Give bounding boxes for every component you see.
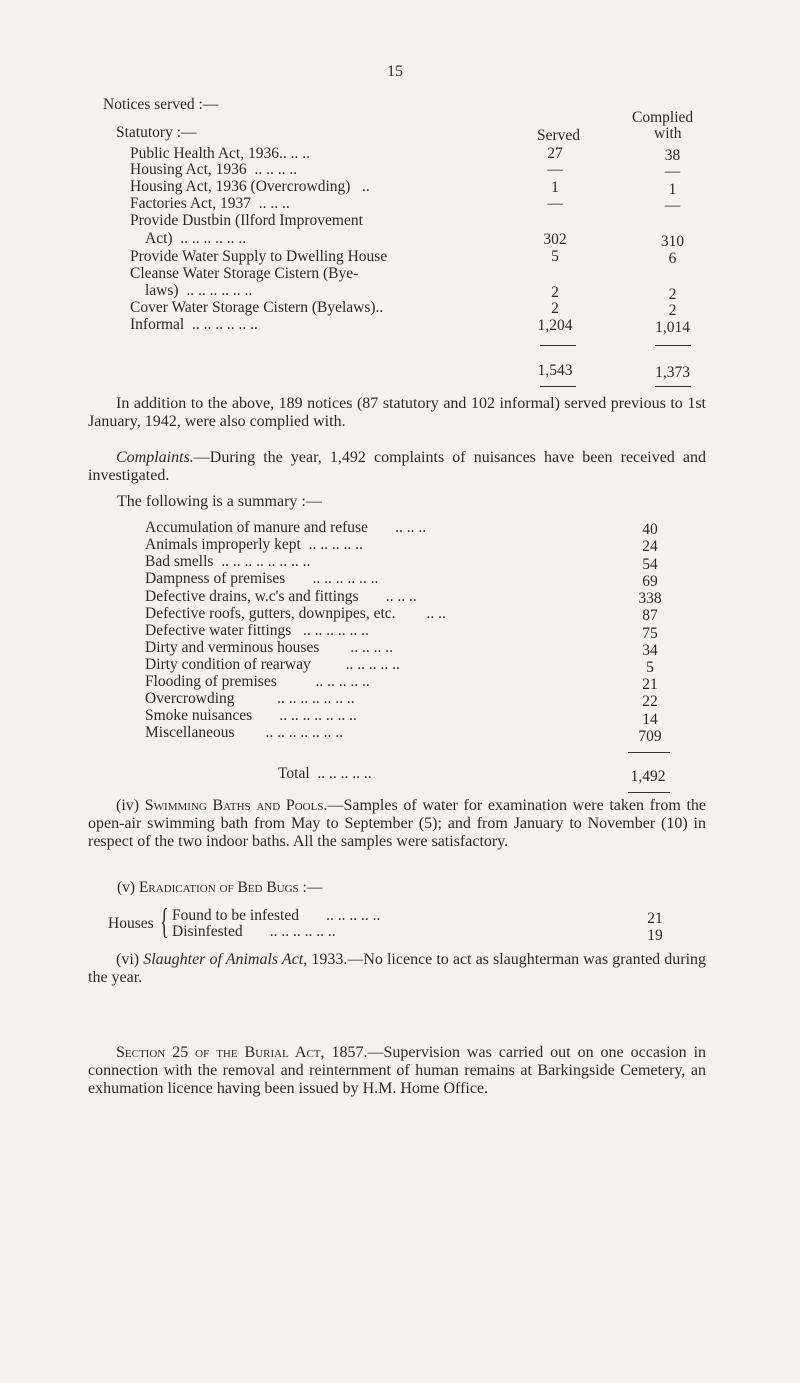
list-item: Dirty condition of rearway .. .. .. .. ..	[145, 656, 400, 673]
list-item-value: 338	[638, 590, 662, 607]
notice-row-cont: laws) .. .. .. .. .. ..	[145, 282, 253, 299]
list-item-value: 54	[642, 556, 658, 573]
notice-row: Provide Water Supply to Dwelling House	[130, 248, 388, 265]
col-served-header: Served	[537, 127, 581, 144]
total-rule-complied-2	[655, 386, 691, 387]
notice-row: Cleanse Water Storage Cistern (Bye-	[130, 265, 359, 282]
burial-title: Section 25 of the Burial Act,	[116, 1044, 325, 1061]
complaints-total-label: Total .. .. .. .. ..	[278, 765, 372, 782]
notice-served: 2	[551, 300, 559, 317]
notice-served: 1,204	[537, 317, 573, 334]
burial-paragraph: Section 25 of the Burial Act, 1857.—Supervision was carried out on one occasion in connection with the removal and reinternment of human remains at Barkingside Cemetery, an exhumation licence having been issued by H.M. Home Office.	[88, 1044, 707, 1097]
notice-complied: 6	[668, 250, 677, 267]
notice-served: 1	[551, 179, 559, 196]
addition-paragraph: In addition to the above, 189 notices (87 statutory and 102 informal) served previous to 1st January, 1942, were also complied with.	[88, 395, 706, 430]
col-complied-header-2: with	[654, 125, 682, 142]
total-rule-served-2	[540, 386, 576, 387]
slaughter-paragraph: (vi) Slaughter of Animals Act, 1933.—No licence to act as slaughterman was granted during the year.	[88, 951, 707, 986]
notice-served: —	[547, 195, 563, 212]
list-item-value: 34	[642, 642, 658, 659]
notices-total-served: 1,543	[537, 362, 573, 379]
page-number: 15	[387, 63, 403, 80]
notices-heading: Notices served :—	[103, 96, 219, 113]
statutory-heading: Statutory :—	[116, 124, 197, 141]
notice-complied: 1,014	[655, 319, 690, 336]
list-item: Smoke nuisances .. .. .. .. .. .. ..	[145, 707, 357, 724]
list-item: Animals improperly kept .. .. .. .. ..	[145, 536, 363, 553]
list-item: Found to be infested .. .. .. .. ..	[172, 907, 381, 924]
list-item-value: 14	[642, 711, 658, 728]
notice-served: 2	[551, 284, 559, 301]
list-item: Disinfested .. .. .. .. .. ..	[172, 923, 336, 940]
document-page: 15 Notices served :— Complied with Statutory :— Served Public Health Act, 1936.. .. .. 27 38 Housing Act, 1936 .. .. .. .. — — Housing Act, 1936 (Overcrowding) .. 1 1 Factories Act, 1937 .. .. .. — — Provide Dustbin (Ilford Improvement Act) .. .. .. .. .. .. 302 310 Provide Water Supply to Dwelling House 5 6 Cleanse Water Storage Cistern (Bye- laws) .. .. .. .. .. .. 2 2 Cover Water Storage Cistern (Byelaws).. 2 2 Informal .. .. .. .. .. .. 1,204 1,014 1,543 1,373 In addition to the above, 189 notices (87 statutory and 102 informal) served previous to 1st January, 1942, were also complied with. Complaints.—During the year, 1,492 complaints of nuisances have been received and investigated. The following is a summary :— Accumulation of manure and refuse .. .. .. 40 Animals improperly kept .. .. .. .. .. 24 Bad smells .. .. .. .. .. .. .. .. 54 Dampness of premises .. .. .. .. .. .. 69 Defective drains, w.c's and fittings .. .. .. 338 Defective roofs, gutters, downpipes, etc. .. .. 87 Defective water fittings .. .. .. .. .. .. 75 Dirty and verminous houses .. .. .. .. 34 Dirty condition of rearway .. .. .. .. .. 5 Flooding of premises .. .. .. .. .. 21 Overcrowding .. .. .. .. .. .. .. 22 Smoke nuisances .. .. .. .. .. .. .. 14 Miscellaneous .. .. .. .. .. .. .. 709 Total .. .. .. .. .. 1,492 (iv) Swimming Baths and Pools.—Samples of water for examination were taken from the open-air swimming bath from May to September (5); and from January to November (10) in respect of the two indoor baths. All the samples were satisfactory. (v) Eradication of Bed Bugs :— Houses { Found to be infested .. .. .. .. .. 21 Disinfested .. .. .. .. .. .. 19 (vi) Slaughter of Animals Act, 1933.—No licence to act as slaughterman was granted during the year. Section 25 of the Burial Act, 1857.—Supervision was carried out on one occasion in connection with the removal and reinternment of human remains at Barkingside Cemetery, an exhumation licence having been issued by H.M. Home Office.	[88, 63, 707, 1097]
complaints-total-value: 1,492	[630, 768, 666, 785]
notice-row: Informal .. .. .. .. .. ..	[130, 316, 258, 333]
list-item-value: 87	[642, 607, 658, 624]
notice-served: 27	[547, 145, 563, 162]
notice-complied: —	[664, 163, 681, 180]
complaints-paragraph: Complaints.—During the year, 1,492 complaints of nuisances have been received and investigated.	[88, 449, 706, 484]
notice-served: 5	[551, 248, 559, 265]
list-item-value: 21	[642, 676, 658, 693]
notice-complied: 38	[664, 147, 681, 164]
notice-row: Public Health Act, 1936.. .. ..	[130, 145, 310, 162]
list-item-value: 22	[642, 693, 658, 710]
list-item: Miscellaneous .. .. .. .. .. .. ..	[145, 724, 344, 741]
notice-row: Factories Act, 1937 .. .. ..	[130, 195, 290, 212]
notice-complied: 2	[668, 302, 677, 319]
list-item-value: 75	[642, 625, 658, 642]
swimming-title: Swimming Baths and Pools.	[144, 797, 328, 814]
list-item: Accumulation of manure and refuse .. .. ..	[145, 519, 427, 536]
list-item: Defective water fittings .. .. .. .. .. ..	[145, 622, 369, 639]
list-item: Defective roofs, gutters, downpipes, etc. .. ..	[145, 605, 446, 622]
notice-row: Cover Water Storage Cistern (Byelaws)..	[130, 299, 384, 316]
swimming-paragraph: (iv) Swimming Baths and Pools.—Samples of water for examination were taken from the open-air swimming bath from May to September (5); and from January to November (10) in respect of the two indoor baths. All the samples were satisfactory.	[88, 797, 706, 850]
total-rule-served	[540, 345, 576, 346]
summary-intro: The following is a summary :—	[117, 493, 322, 510]
list-item: Defective drains, w.c's and fittings .. .. ..	[145, 588, 417, 605]
notice-complied: 1	[668, 181, 677, 198]
notice-served: —	[547, 161, 563, 178]
total-rule-complied	[655, 345, 691, 346]
notice-complied: —	[664, 197, 681, 214]
complaints-total-rule	[628, 752, 670, 753]
notices-total-complied: 1,373	[655, 364, 690, 381]
complaints-total-rule-2	[628, 792, 670, 793]
list-item: Overcrowding .. .. .. .. .. .. ..	[145, 690, 355, 707]
bed-bugs-heading: (v) Eradication of Bed Bugs :—	[117, 879, 323, 896]
list-item-value: 40	[642, 521, 658, 538]
complaints-title: Complaints.	[116, 449, 194, 466]
list-item-value: 24	[642, 538, 658, 555]
list-item: Dampness of premises .. .. .. .. .. ..	[145, 570, 379, 587]
list-item-value: 19	[647, 927, 663, 944]
notice-complied: 2	[668, 286, 677, 303]
houses-label: Houses	[108, 915, 154, 932]
notice-row: Housing Act, 1936 (Overcrowding) ..	[130, 178, 370, 195]
list-item: Bad smells .. .. .. .. .. .. .. ..	[145, 553, 311, 570]
list-item: Flooding of premises .. .. .. .. ..	[145, 673, 370, 690]
list-item-value: 709	[638, 728, 662, 745]
notice-row: Provide Dustbin (Ilford Improvement	[130, 212, 363, 229]
list-item-value: 5	[646, 659, 654, 676]
notice-complied: 310	[660, 233, 685, 250]
list-item-value: 21	[647, 910, 663, 927]
notice-row: Housing Act, 1936 .. .. .. ..	[130, 161, 298, 178]
notice-row-cont: Act) .. .. .. .. .. ..	[145, 230, 247, 247]
notice-served: 302	[543, 231, 567, 248]
col-complied-header: Complied	[632, 109, 694, 126]
list-item-value: 69	[642, 573, 658, 590]
list-item: Dirty and verminous houses .. .. .. ..	[145, 639, 393, 656]
slaughter-title: Slaughter of Animals Act,	[143, 951, 308, 968]
